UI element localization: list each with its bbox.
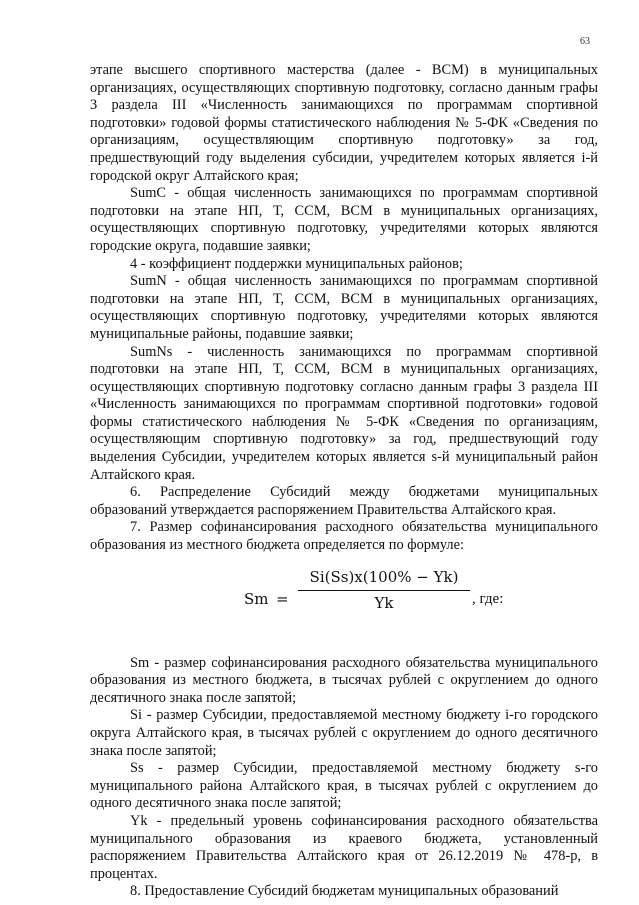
paragraph: SumC - общая численность занимающихся по программам спортивной подготовки на этапе НП, Т, ССМ, ВСМ в муниципальных организациях, осуществляющих спортивную подготовку, учредителями которых являются городские округа, подавшие заявки; xyxy=(90,185,598,254)
paragraph: 4 - коэффициент поддержки муниципальных районов; xyxy=(130,255,463,272)
page-number: 63 xyxy=(580,36,590,47)
paragraph: 8. Предоставление Субсидий бюджетам муниципальных образований xyxy=(130,883,559,900)
formula-lhs: Sm xyxy=(244,589,269,608)
paragraph: Ss - размер Субсидии, предоставляемой местному бюджету s-го муниципального района Алтайского края, в тысячах рублей с округлением до одного десятичного знака после запятой; xyxy=(90,760,598,812)
paragraph: Si - размер Субсидии, предоставляемой местному бюджету i-го городского округа Алтайского края, в тысячах рублей с округлением до одного десятичного знака после запятой; xyxy=(90,707,598,759)
paragraphs-before-formula xyxy=(90,62,598,555)
paragraph: SumN - общая численность занимающихся по программам спортивной подготовки на этапе НП, Т, ССМ, ВСМ в муниципальных организациях, осуществляющих спортивную подготовку, учредителями которых являются муниципальные районы, подавшие заявки; xyxy=(90,273,598,342)
formula-numerator: Si(Ss)x(100% − Yk) xyxy=(309,567,459,586)
paragraph: Sm - размер софинансирования расходного обязательства муниципального образования из местного бюджета, в тысячах рублей с округлением до одного десятичного знака после запятой; xyxy=(90,654,598,706)
paragraph: 6. Распределение Субсидий между бюджетами муниципальных образований утверждается распоряжением Правительства Алтайского края. xyxy=(90,484,598,518)
paragraph: 7. Размер софинансирования расходного обязательства муниципального образования из местного бюджета определяется по формуле: xyxy=(90,519,598,554)
formula-fraction xyxy=(298,569,470,613)
formula-equals: = xyxy=(276,589,289,608)
paragraph: этапе высшего спортивного мастерства (далее - ВСМ) в муниципальных организациях, осуществляющих спортивную подготовку, согласно данным графы 3 раздела III «Численность занимающихся по программам спортивной подготовки» годовой формы статистического наблюдения № 5-ФК «Сведения по организациям, осуществляющим спортивную подготовку» за год, предшествующий году выделения субсидии, учредителем которых является i-й городской округ Алтайского края; xyxy=(90,62,598,184)
paragraphs-after-formula xyxy=(90,655,598,901)
document-body xyxy=(90,62,598,901)
paragraph: Yk - предельный уровень софинансирования расходного обязательства муниципального образования из краевого бюджета, установленный распоряжением Правительства Алтайского края от 26.12.2019 № 478-р, в процентах. xyxy=(90,812,598,882)
formula xyxy=(90,565,598,641)
formula-tail: , где: xyxy=(472,590,504,607)
formula-denominator: Yk xyxy=(374,594,394,613)
paragraph: SumNs - численность занимающихся по программам спортивной подготовки на этапе НП, Т, ССМ, ВСМ в муниципальных организациях, осуществляющих спортивную подготовку согласно данным графы 3 раздела III «Численность занимающихся по программам спортивной подготовки» годовой формы статистического наблюдения № 5-ФК «Сведения по организациям, осуществляющим спортивную подготовку» за год, предшествующий году выделения Субсидии, учредителем которых является s-й муниципальный район Алтайского края. xyxy=(90,343,598,483)
